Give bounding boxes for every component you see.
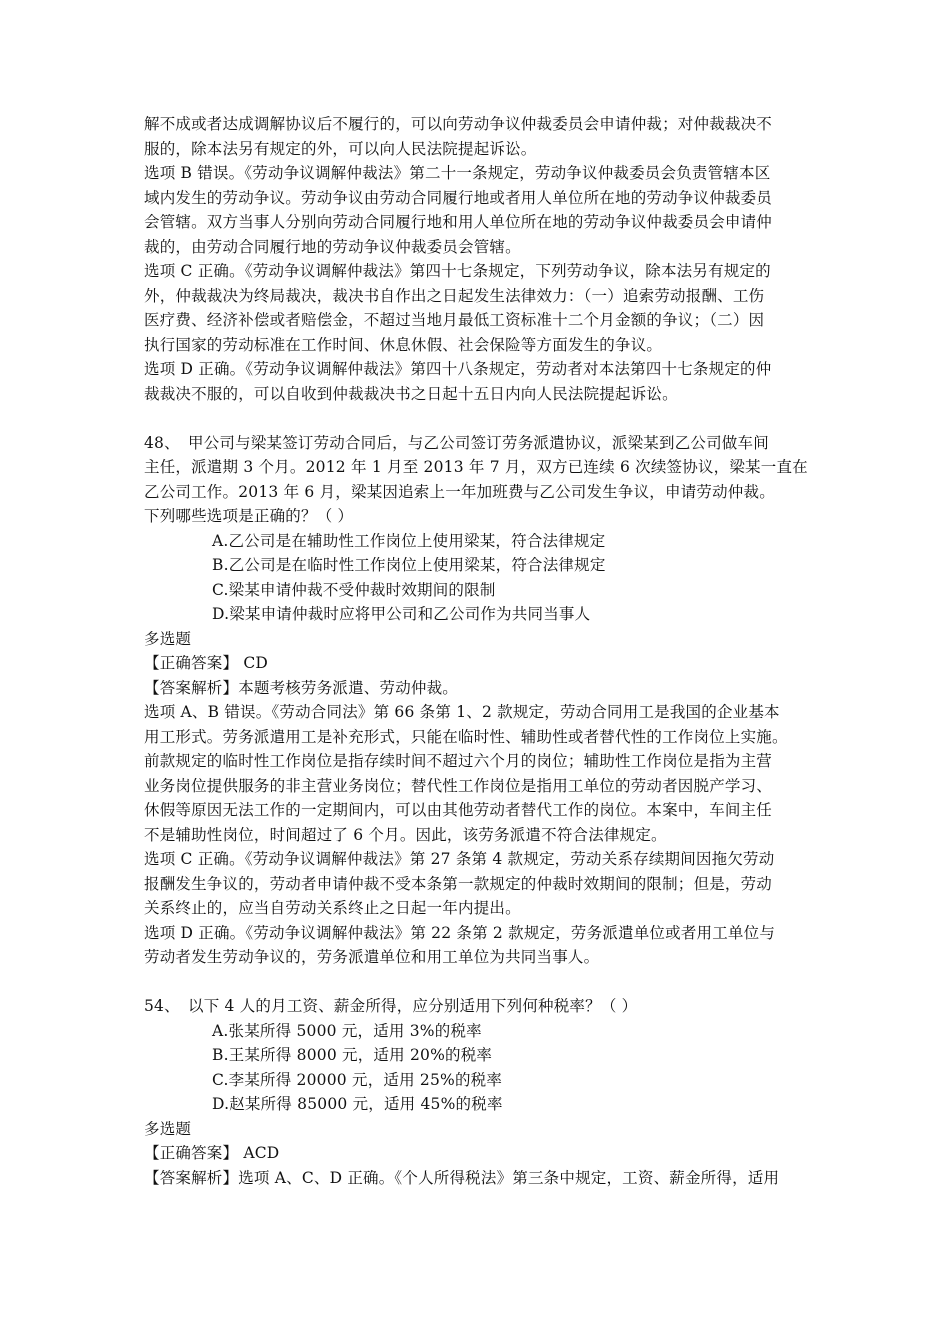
- question-stem-line: 主任，派遣期 3 个月。2012 年 1 月至 2013 年 7 月，双方已连续 6 次续签协议，梁某一直在: [144, 458, 808, 476]
- option-d: D.赵某所得 85000 元，适用 45%的税率: [212, 1095, 503, 1113]
- analysis-line: 报酬发生争议的，劳动者申请仲裁不受本条第一款规定的仲裁时效期间的限制；但是，劳动: [144, 874, 773, 893]
- question-stem-line: 下列哪些选项是正确的？（ ）: [144, 507, 354, 525]
- question-54: [144, 994, 812, 1190]
- text-line: 选项 C 正确。《劳动争议调解仲裁法》第四十七条规定，下列劳动争议，除本法另有规定的: [144, 262, 771, 280]
- analysis-line: 关系终止的，应当自劳动关系终止之日起一年内提出。: [144, 899, 521, 917]
- text-line: 医疗费、经济补偿或者赔偿金，不超过当地月最低工资标准十二个月金额的争议；（二）因: [144, 311, 765, 329]
- correct-answer: 【正确答案】 CD: [144, 654, 269, 672]
- question-stem-line: [144, 431, 812, 456]
- analysis-line: 【答案解析】选项 A、C、D 正确。《个人所得税法》第三条中规定，工资、薪金所得，适用: [144, 1168, 780, 1187]
- question-stem-text: 以下 4 人的月工资、薪金所得，应分别适用下列何种税率？（ ）: [188, 997, 638, 1015]
- text-line: 解不成或者达成调解协议后不履行的，可以向劳动争议仲裁委员会申请仲裁；对仲裁裁决不: [144, 115, 773, 133]
- previous-analysis-continuation: [144, 112, 812, 406]
- analysis-line: 休假等原因无法工作的一定期间内，可以由其他劳动者替代工作的岗位。本案中，车间主任: [144, 801, 773, 819]
- question-stem-text: 甲公司与梁某签订劳动合同后，与乙公司签订劳务派遣协议，派梁某到乙公司做车间: [188, 433, 769, 452]
- correct-answer: 【正确答案】 ACD: [144, 1144, 280, 1162]
- question-type: 多选题: [144, 629, 192, 648]
- question-number: 54、: [144, 997, 180, 1015]
- option-b: B.王某所得 8000 元，适用 20%的税率: [212, 1046, 493, 1064]
- option-d: D.梁某申请仲裁时应将甲公司和乙公司作为共同当事人: [212, 605, 591, 623]
- text-line: 外，仲裁裁决为终局裁决，裁决书自作出之日起发生法律效力：（一）追索劳动报酬、工伤: [144, 286, 765, 305]
- option-a: A.张某所得 5000 元，适用 3%的税率: [212, 1021, 482, 1040]
- question-48: [144, 431, 812, 970]
- text-line: 会管辖。双方当事人分别向劳动合同履行地和用人单位所在地的劳动争议仲裁委员会申请仲: [144, 213, 773, 231]
- text-line: 服的，除本法另有规定的外，可以向人民法院提起诉讼。: [144, 139, 537, 158]
- analysis-line: 劳动者发生劳动争议的，劳务派遣单位和用工单位为共同当事人。: [144, 948, 600, 966]
- text-line: 裁的，由劳动合同履行地的劳动争议仲裁委员会管辖。: [144, 237, 521, 256]
- option-c: C.李某所得 20000 元，适用 25%的税率: [212, 1070, 503, 1089]
- text-line: 裁裁决不服的，可以自收到仲裁裁决书之日起十五日内向人民法院提起诉讼。: [144, 384, 678, 403]
- analysis-line: 前款规定的临时性工作岗位是指存续时间不超过六个月的岗位；辅助性工作岗位是指为主营: [144, 752, 773, 770]
- option-c: C.梁某申请仲裁不受仲裁时效期间的限制: [212, 580, 496, 599]
- document-page: [144, 112, 812, 1190]
- paragraph-gap: [144, 970, 812, 995]
- paragraph-gap: [144, 406, 812, 431]
- analysis-line: 选项 C 正确。《劳动争议调解仲裁法》第 27 条第 4 款规定，劳动关系存续期间因拖欠劳动: [144, 850, 775, 868]
- analysis-line: 业务岗位提供服务的非主营业务岗位；替代性工作岗位是指用工单位的劳动者因脱产学习、: [144, 776, 773, 795]
- text-line: 域内发生的劳动争议。劳动争议由劳动合同履行地或者用人单位所在地的劳动争议仲裁委员: [144, 188, 773, 207]
- question-type: 多选题: [144, 1119, 192, 1138]
- analysis-line: 选项 D 正确。《劳动争议调解仲裁法》第 22 条第 2 款规定，劳务派遣单位或者用工单位与: [144, 923, 776, 942]
- question-stem-line: 乙公司工作。2013 年 6 月，梁某因追索上一年加班费与乙公司发生争议，申请劳动仲裁。: [144, 482, 775, 501]
- option-a: A.乙公司是在辅助性工作岗位上使用梁某，符合法律规定: [212, 531, 606, 550]
- question-number: 48、: [144, 433, 180, 452]
- text-line: 选项 B 错误。《劳动争议调解仲裁法》第二十一条规定，劳动争议仲裁委员会负责管辖本区: [144, 164, 771, 182]
- text-line: 执行国家的劳动标准在工作时间、休息休假、社会保险等方面发生的争议。: [144, 335, 663, 354]
- option-b: B.乙公司是在临时性工作岗位上使用梁某，符合法律规定: [212, 556, 606, 574]
- analysis-line: 选项 A、B 错误。《劳动合同法》第 66 条第 1、2 款规定，劳动合同用工是我国的企业基本: [144, 703, 780, 721]
- analysis-line: 不是辅助性岗位，时间超过了 6 个月。因此，该劳务派遣不符合法律规定。: [144, 825, 667, 844]
- text-line: 选项 D 正确。《劳动争议调解仲裁法》第四十八条规定，劳动者对本法第四十七条规定的仲: [144, 360, 772, 378]
- analysis-line: 用工形式。劳务派遣用工是补充形式，只能在临时性、辅助性或者替代性的工作岗位上实施。: [144, 727, 788, 746]
- question-stem-line: [144, 994, 812, 1019]
- analysis-line: 【答案解析】本题考核劳务派遣、劳动仲裁。: [144, 678, 459, 697]
